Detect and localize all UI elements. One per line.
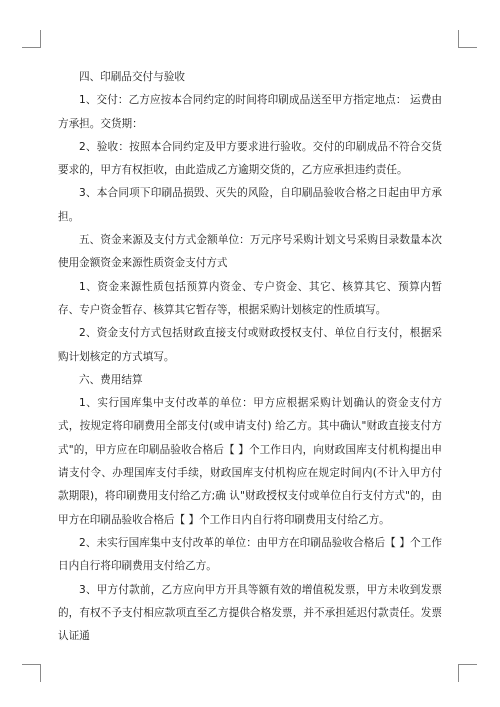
section-heading-funding: 五、资金来源及支付方式金额单位：万元序号采购计划文号采购目录数量本次使用金额资金来源性质资金支付方式: [58, 234, 442, 270]
corner-mark-top-left-horizontal: [22, 47, 41, 48]
section-heading-delivery: 四、印刷品交付与验收: [79, 71, 185, 83]
corner-mark-top-right-horizontal: [458, 47, 477, 48]
paragraph-non-reform: 2、未实行国库集中支付改革的单位：由甲方在印刷品验收合格后【 】个工作日内自行将印刷费用支付给乙方。: [58, 536, 442, 573]
paragraph-invoice: 3、甲方付款前，乙方应向甲方开具等额有效的增值税发票，甲方未收到发票的，有权不予支付相应款项直至乙方提供合格发票，并不承担延迟付款责任。发票认证通: [58, 583, 442, 643]
paragraph-acceptance: 2、验收：按照本合同约定及甲方要求进行验收。交付的印刷成品不符合交货要求的，甲方有权拒收，由此造成乙方逾期交货的，乙方应承担违约责任。: [58, 140, 442, 177]
paragraph-risk: 3、本合同项下印刷品损毁、灭失的风险，自印刷品验收合格之日起由甲方承担。: [58, 187, 442, 223]
paragraph-delivery: 1、交付：乙方应按本合同约定的时间将印刷成品送至甲方指定地点： 运费由方承担。交货期：: [58, 94, 442, 130]
corner-mark-top-left-vertical: [40, 30, 41, 48]
corner-mark-bottom-right-horizontal: [458, 664, 477, 665]
corner-mark-bottom-left-horizontal: [22, 664, 41, 665]
corner-mark-top-right-vertical: [458, 30, 459, 48]
paragraph-treasury-reform: 1、实行国库集中支付改革的单位：甲方应根据采购计划确认的资金支付方式，按规定将印刷费用全部支付(或申请支付) 给乙方。其中确认"财政直接支付方式"的，甲方应在印刷品验收合格后【 】个工作日内，向财政国库支付机构提出申请支付令、办理国库支付手续，财政国库支付机构应在规定时间内(不计入甲方付款期限)，将印刷费用支付给乙方;确 认"财政授权支付或单位自行支付方式"的，由甲方在印刷品验收合格后【 】个工作日内自行将印刷费用支付给乙方。: [58, 397, 442, 526]
section-heading-settlement: 六、费用结算: [79, 373, 143, 386]
paragraph-payment-method: 2、资金支付方式包括财政直接支付或财政授权支付、单位自行支付，根据采购计划核定的方式填写。: [58, 327, 442, 363]
paragraph-fund-nature: 1、资金来源性质包括预算内资金、专户资金、其它、核算其它、预算内暂存、专户资金暂存、核算其它暂存等，根据采购计划核定的性质填写。: [58, 280, 442, 316]
corner-mark-bottom-right-vertical: [458, 664, 459, 682]
document-body: [58, 66, 442, 648]
corner-mark-bottom-left-vertical: [40, 664, 41, 682]
